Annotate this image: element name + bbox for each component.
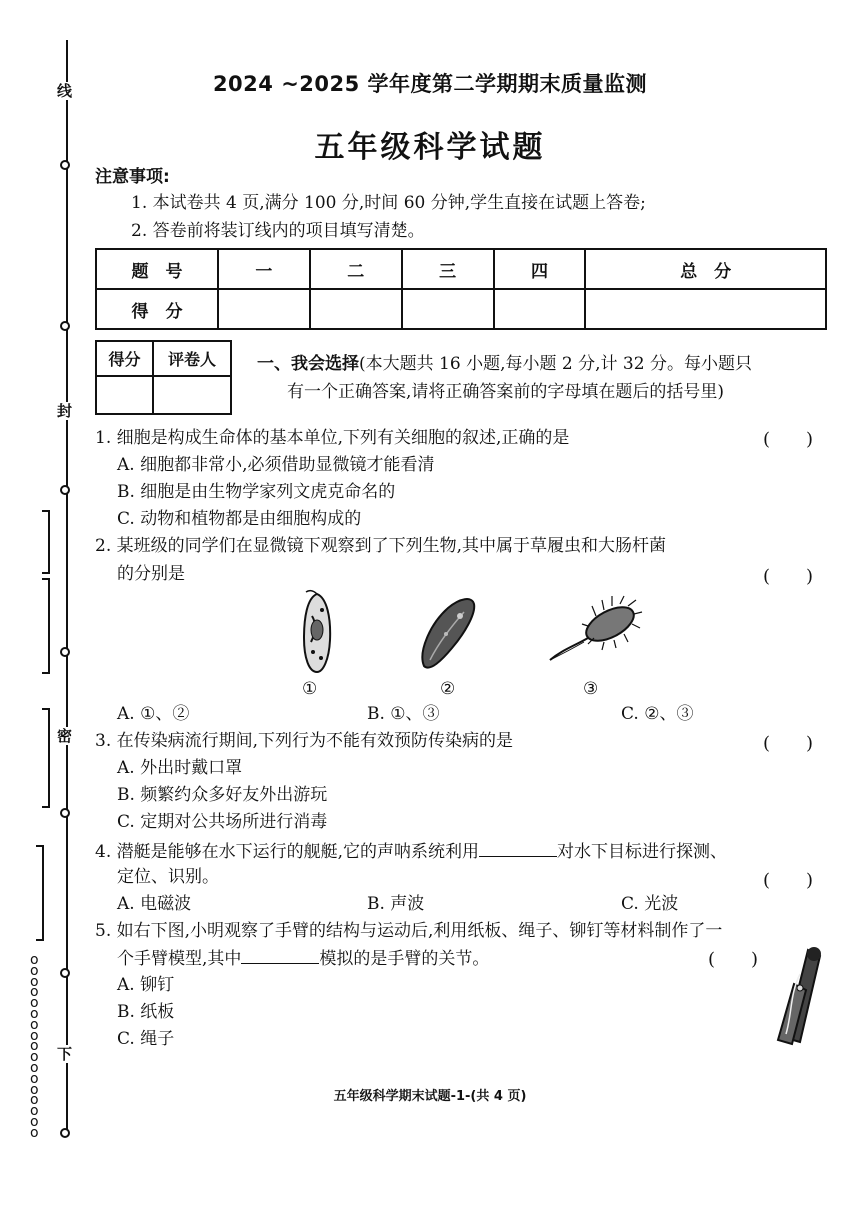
score-cell[interactable] bbox=[494, 289, 586, 329]
option-a: A. ①、② bbox=[117, 704, 190, 724]
section-heading bbox=[257, 351, 752, 377]
stem-part: 4. 潜艇是能够在水下运行的舰艇,它的声呐系统利用 bbox=[95, 842, 480, 862]
score-header-cell: 题 号 bbox=[96, 249, 218, 289]
section-title: 一、我会选择 bbox=[257, 354, 359, 374]
binding-ring bbox=[60, 321, 70, 331]
answer-parentheses[interactable]: ( ) bbox=[708, 949, 759, 970]
grader-name-cell[interactable] bbox=[153, 376, 231, 414]
paramecium-image bbox=[297, 588, 337, 678]
option-c: C. 光波 bbox=[621, 894, 679, 914]
score-cell[interactable] bbox=[585, 289, 826, 329]
question-stem: 5. 如右下图,小明观察了手臂的结构与运动后,利用纸板、绳子、铆钉等材料制作了一 bbox=[95, 921, 723, 941]
stem-part: 模拟的是手臂的关节。 bbox=[319, 949, 490, 969]
organism-label-1: ① bbox=[302, 679, 318, 699]
question-stem: 1. 细胞是构成生命体的基本单位,下列有关细胞的叙述,正确的是 bbox=[95, 428, 570, 448]
exam-subtitle: 五年级科学试题 bbox=[314, 130, 546, 165]
binding-mark-secret: 密 bbox=[57, 727, 73, 745]
option-c: C. 绳子 bbox=[117, 1029, 175, 1049]
option-c: C. ②、③ bbox=[621, 704, 694, 724]
grader-score-cell[interactable] bbox=[96, 376, 153, 414]
question-stem-line2: 定位、识别。 bbox=[117, 867, 219, 887]
protist-image bbox=[416, 594, 478, 674]
grader-name-label: 评卷人 bbox=[153, 341, 231, 376]
margin-bracket bbox=[42, 510, 50, 574]
organism-label-3: ③ bbox=[583, 679, 599, 699]
option-c: C. 动物和植物都是由细胞构成的 bbox=[117, 509, 362, 529]
section-desc: (本大题共 16 小题,每小题 2 分,计 32 分。每小题只 bbox=[359, 354, 752, 374]
grader-score-label: 得分 bbox=[96, 341, 153, 376]
page-footer: 五年级科学期末试题-1-(共 4 页) bbox=[333, 1089, 527, 1104]
score-table bbox=[95, 248, 827, 330]
score-header-cell: 三 bbox=[402, 249, 494, 289]
score-header-cell: 总 分 bbox=[585, 249, 826, 289]
margin-bracket bbox=[42, 578, 50, 674]
organism-label-2: ② bbox=[440, 679, 456, 699]
section-desc-line2: 有一个正确答案,请将正确答案前的字母填在题后的括号里) bbox=[287, 382, 725, 402]
option-a: A. 外出时戴口罩 bbox=[117, 758, 243, 778]
option-b: B. 频繁约众多好友外出游玩 bbox=[117, 785, 328, 805]
grader-table bbox=[95, 340, 232, 415]
score-header-cell: 四 bbox=[494, 249, 586, 289]
binding-ring bbox=[60, 485, 70, 495]
answer-parentheses[interactable]: ( ) bbox=[763, 566, 814, 587]
question-stem bbox=[95, 838, 727, 865]
bacterium-image bbox=[548, 594, 644, 666]
fill-blank[interactable] bbox=[479, 838, 557, 857]
question-stem-line2: 的分别是 bbox=[117, 564, 185, 584]
score-row-label: 得 分 bbox=[96, 289, 218, 329]
answer-parentheses[interactable]: ( ) bbox=[763, 429, 814, 450]
score-header-cell: 一 bbox=[218, 249, 310, 289]
binding-ring bbox=[60, 808, 70, 818]
score-cell[interactable] bbox=[310, 289, 402, 329]
option-b: B. 细胞是由生物学家列文虎克命名的 bbox=[117, 482, 396, 502]
option-a: A. 铆钉 bbox=[117, 975, 175, 995]
margin-bracket bbox=[42, 708, 50, 808]
question-stem: 3. 在传染病流行期间,下列行为不能有效预防传染病的是 bbox=[95, 731, 514, 751]
binding-ring bbox=[60, 968, 70, 978]
binding-ring bbox=[60, 1128, 70, 1138]
score-cell[interactable] bbox=[218, 289, 310, 329]
stem-part: 个手臂模型,其中 bbox=[117, 949, 242, 969]
binding-mark-down: 下 bbox=[57, 1045, 73, 1063]
option-a: A. 电磁波 bbox=[117, 894, 192, 914]
option-c: C. 定期对公共场所进行消毒 bbox=[117, 812, 328, 832]
score-header-cell: 二 bbox=[310, 249, 402, 289]
option-b: B. 纸板 bbox=[117, 1002, 175, 1022]
answer-parentheses[interactable]: ( ) bbox=[763, 870, 814, 891]
margin-zeros: ooooooooooooooooo bbox=[30, 952, 39, 1141]
binding-mark-seal: 封 bbox=[57, 402, 73, 420]
option-a: A. 细胞都非常小,必须借助显微镜才能看清 bbox=[117, 455, 435, 475]
stem-part: 对水下目标进行探测、 bbox=[557, 842, 728, 862]
binding-mark-line: 线 bbox=[57, 82, 73, 100]
answer-parentheses[interactable]: ( ) bbox=[763, 733, 814, 754]
exam-title: 2024 ~2025 学年度第二学期期末质量监测 bbox=[212, 72, 648, 96]
score-cell[interactable] bbox=[402, 289, 494, 329]
binding-ring bbox=[60, 647, 70, 657]
option-b: B. ①、③ bbox=[367, 704, 440, 724]
question-stem-line2 bbox=[117, 945, 489, 972]
notice-item: 2. 答卷前将装订线内的项目填写清楚。 bbox=[131, 221, 425, 241]
notice-heading: 注意事项: bbox=[95, 167, 170, 187]
option-b: B. 声波 bbox=[367, 894, 425, 914]
arm-model-image bbox=[770, 944, 826, 1048]
notice-item: 1. 本试卷共 4 页,满分 100 分,时间 60 分钟,学生直接在试题上答卷; bbox=[131, 193, 646, 213]
fill-blank[interactable] bbox=[241, 945, 319, 964]
margin-bracket bbox=[36, 845, 44, 941]
question-stem: 2. 某班级的同学们在显微镜下观察到了下列生物,其中属于草履虫和大肠杆菌 bbox=[95, 536, 667, 556]
